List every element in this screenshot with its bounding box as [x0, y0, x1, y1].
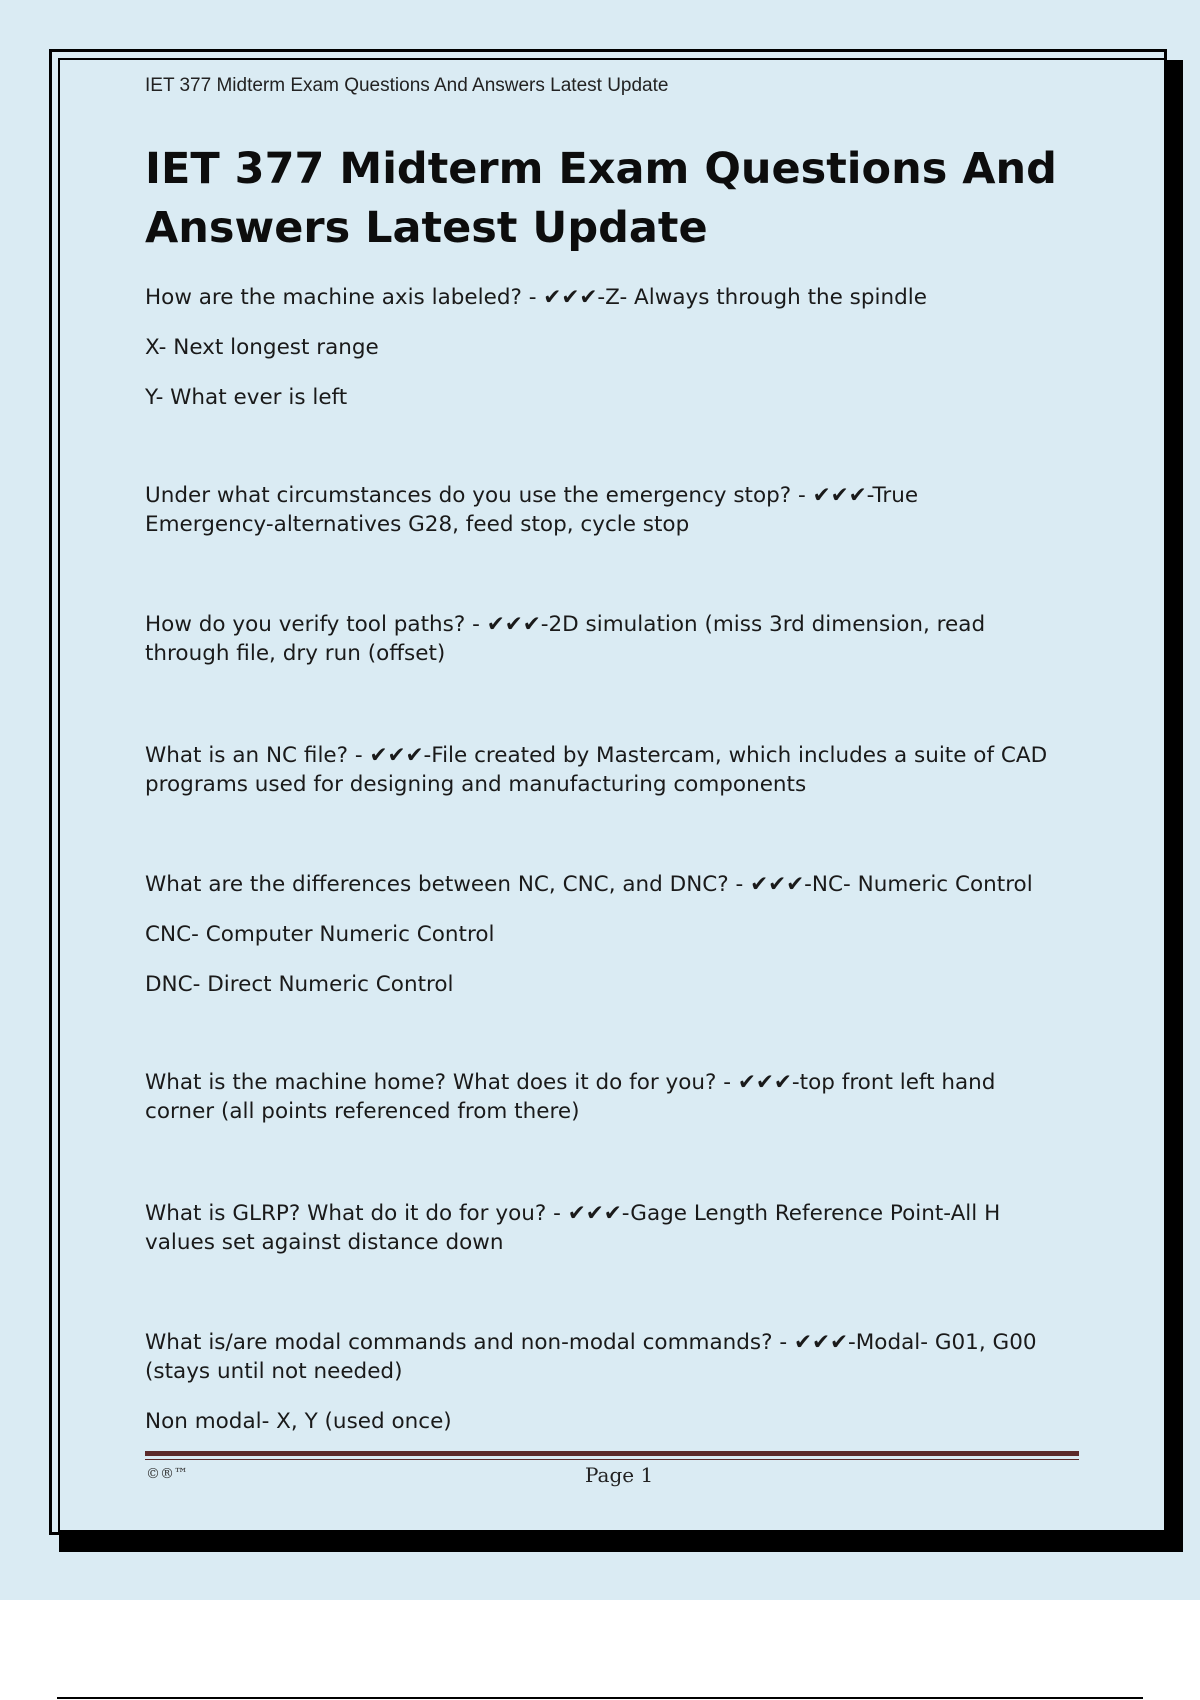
qa-item-1	[145, 283, 1095, 412]
qa-line: CNC- Computer Numeric Control	[145, 922, 495, 947]
qa-item-5	[145, 870, 1095, 999]
qa-line: What is/are modal commands and non-modal commands? - ✔✔✔-Modal- G01, G00 (stays until not needed)	[145, 1330, 1037, 1384]
qa-line: DNC- Direct Numeric Control	[145, 972, 454, 997]
footer-rule-thin	[145, 1459, 1079, 1460]
qa-line: What is an NC file? - ✔✔✔-File created by Mastercam, which includes a suite of CAD programs used for designing and manufacturing components	[145, 743, 1048, 797]
qa-item-6	[145, 1068, 1055, 1126]
qa-line: What is GLRP? What do it do for you? - ✔✔✔-Gage Length Reference Point-All H values set against distance down	[145, 1201, 1001, 1255]
qa-line: What are the differences between NC, CNC, and DNC? - ✔✔✔-NC- Numeric Control	[145, 872, 1033, 897]
qa-line: Under what circumstances do you use the emergency stop? - ✔✔✔-True Emergency-alternatives G28, feed stop, cycle stop	[145, 483, 919, 537]
qa-line: Y- What ever is left	[145, 385, 348, 410]
qa-line: X- Next longest range	[145, 335, 379, 360]
footer-trademark-symbols: ©®™	[146, 1466, 188, 1482]
page-number: Page 1	[585, 1463, 654, 1487]
qa-item-8	[145, 1328, 1095, 1436]
next-page-divider	[57, 1697, 1143, 1699]
document-title: IET 377 Midterm Exam Questions And Answers Latest Update	[145, 144, 1057, 253]
qa-item-7	[145, 1199, 1055, 1257]
qa-item-3	[145, 610, 1045, 668]
qa-line: How do you verify tool paths? - ✔✔✔-2D simulation (miss 3rd dimension, read through file, dry run (offset)	[145, 612, 986, 666]
running-header: IET 377 Midterm Exam Questions And Answers Latest Update	[145, 75, 669, 96]
qa-item-4	[145, 741, 1055, 799]
footer-rule	[145, 1451, 1079, 1456]
qa-line: Non modal- X, Y (used once)	[145, 1409, 452, 1434]
qa-line: How are the machine axis labeled? - ✔✔✔-Z- Always through the spindle	[145, 285, 927, 310]
qa-item-2	[145, 481, 975, 539]
qa-line: What is the machine home? What does it do for you? - ✔✔✔-top front left hand corner (all points referenced from there)	[145, 1070, 996, 1124]
